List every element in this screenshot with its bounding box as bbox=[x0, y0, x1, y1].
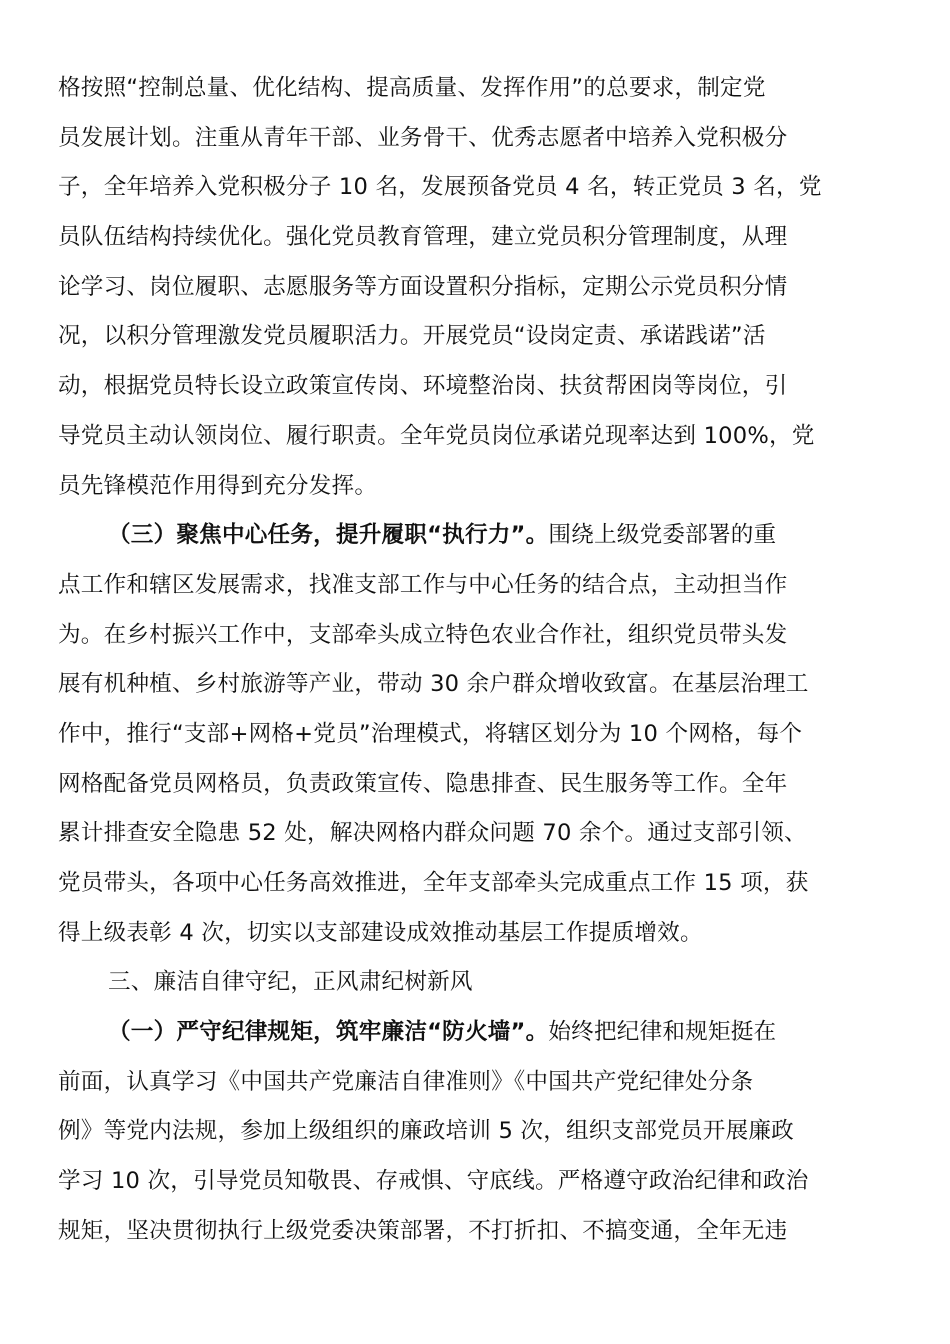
text-line: 规矩，坚决贯彻执行上级党委决策部署，不打折扣、不搞变通，全年无违 bbox=[58, 1217, 788, 1244]
text-line: 点工作和辖区发展需求，找准支部工作与中心任务的结合点，主动担当作 bbox=[58, 571, 788, 598]
paragraph-central-tasks bbox=[58, 511, 888, 958]
text-line: 得上级表彰 4 次，切实以支部建设成效推动基层工作提质增效。 bbox=[58, 919, 703, 946]
paragraph-party-member-development bbox=[58, 64, 888, 511]
paragraph-text: 始终把纪律和规矩挺在 bbox=[548, 1019, 777, 1046]
document-page bbox=[58, 64, 888, 1257]
text-line: 累计排查安全隐患 52 处，解决网格内群众问题 70 余个。通过支部引领、 bbox=[58, 820, 807, 847]
text-line: 动，根据党员特长设立政策宣传岗、环境整治岗、扶贫帮困岗等岗位，引 bbox=[58, 373, 788, 400]
paragraph-heading: （三）聚焦中心任务，提升履职“执行力”。 bbox=[108, 522, 549, 549]
text-line: 例》等党内法规，参加上级组织的廉政培训 5 次，组织支部党员开展廉政 bbox=[58, 1118, 794, 1145]
text-line: 导党员主动认领岗位、履行职责。全年党员岗位承诺兑现率达到 100%，党 bbox=[58, 422, 815, 449]
text-line: 子，全年培养入党积极分子 10 名，发展预备党员 4 名，转正党员 3 名，党 bbox=[58, 174, 822, 201]
text-line: 员发展计划。注重从青年干部、业务骨干、优秀志愿者中培养入党积极分 bbox=[58, 124, 788, 151]
text-line: 格按照“控制总量、优化结构、提高质量、发挥作用”的总要求，制定党 bbox=[58, 75, 766, 101]
paragraph-heading: （一）严守纪律规矩，筑牢廉洁“防火墙”。 bbox=[108, 1019, 549, 1046]
text-line: 况，以积分管理激发党员履职活力。开展党员“设岗定责、承诺践诺”活 bbox=[58, 323, 766, 350]
paragraph-text: 围绕上级党委部署的重 bbox=[548, 522, 777, 549]
text-line: 网格配备党员网格员，负责政策宣传、隐患排查、民生服务等工作。全年 bbox=[58, 770, 788, 797]
text-line: 前面，认真学习《中国共产党廉洁自律准则》《中国共产党纪律处分条 bbox=[58, 1068, 754, 1095]
paragraph-first-line bbox=[58, 511, 888, 561]
text-line: 为。在乡村振兴工作中，支部牵头成立特色农业合作社，组织党员带头发 bbox=[58, 621, 788, 648]
text-line: 员先锋模范作用得到充分发挥。 bbox=[58, 472, 378, 499]
text-line: 论学习、岗位履职、志愿服务等方面设置积分指标，定期公示党员积分情 bbox=[58, 273, 788, 300]
text-line: 学习 10 次，引导党员知敬畏、存戒惧、守底线。严格遵守政治纪律和政治 bbox=[58, 1168, 809, 1195]
text-line: 作中，推行“支部+网格+党员”治理模式，将辖区划分为 10 个网格，每个 bbox=[58, 720, 803, 747]
paragraph-discipline bbox=[58, 1008, 888, 1256]
text-line: 展有机种植、乡村旅游等产业，带动 30 余户群众增收致富。在基层治理工 bbox=[58, 671, 809, 698]
paragraph-first-line bbox=[58, 1008, 888, 1058]
text-line: 员队伍结构持续优化。强化党员教育管理，建立党员积分管理制度，从理 bbox=[58, 224, 788, 251]
text-line: 党员带头，各项中心任务高效推进，全年支部牵头完成重点工作 15 项，获 bbox=[58, 870, 809, 896]
section-heading: 三、廉洁自律守纪，正风肃纪树新风 bbox=[108, 969, 473, 996]
